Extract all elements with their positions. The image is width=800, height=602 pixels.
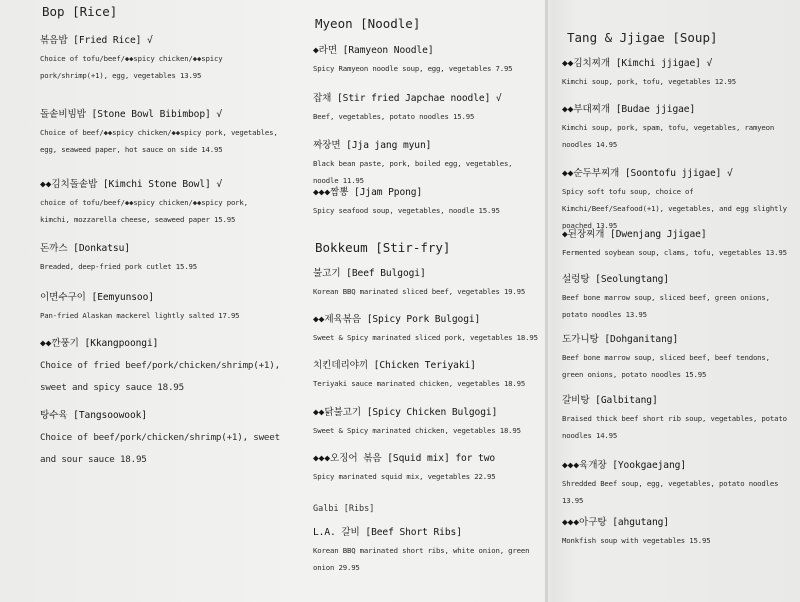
item-description: Spicy Ramyeon noodle soup, egg, vegetables 7.95 (313, 64, 513, 73)
menu-item-budae-jjigae (562, 101, 777, 153)
item-description: Beef bone marrow soup, sliced beef, beef tendons, green onions, potato noodles 15.95 (562, 353, 770, 379)
item-name: ◆된장찌개 [Dwenjang Jjigae] (562, 229, 707, 240)
item-name: ◆◆깐풍기 [Kkangpoongi] (40, 338, 159, 349)
menu-item-soontofu-jjigae (562, 165, 794, 234)
menu-item-squid-mix (313, 450, 541, 485)
menu-item-chicken-teriyaki (313, 357, 538, 392)
item-name: 탕수육 [Tangsoowook] (40, 410, 147, 421)
item-description: Beef, vegetables, potato noodles 15.95 (313, 112, 475, 121)
item-description: Kimchi soup, pork, tofu, vegetables 12.95 (562, 77, 736, 86)
item-name: L.A. 갈비 [Beef Short Ribs] (313, 527, 462, 538)
menu-item-kimchi-stone-bowl (40, 176, 278, 228)
menu-item-stone-bowl-bibimbop (40, 106, 278, 158)
menu-item-dwenjang-jjigae (562, 226, 794, 261)
item-name: ◆라면 [Ramyeon Noodle] (313, 45, 434, 56)
menu-item-tangsoowook (40, 407, 285, 471)
item-description: Teriyaki sauce marinated chicken, vegetables 18.95 (313, 379, 526, 388)
item-name: 볶음밥 [Fried Rice] √ (40, 35, 153, 46)
item-description: Braised thick beef short rib soup, vegetables, potato noodles 14.95 (562, 414, 787, 440)
item-description: Fermented soybean soup, clams, tofu, vegetables 13.95 (562, 248, 787, 257)
item-name: ◆◆순두부찌개 [Soontofu jjigae] √ (562, 168, 733, 179)
item-description: Choice of beef/pork/chicken/shrimp(+1), sweet and sour sauce 18.95 (40, 432, 280, 465)
item-name: 짜장면 [Jja jang myun] (313, 140, 432, 151)
item-name: 치킨데리야끼 [Chicken Teriyaki] (313, 360, 476, 371)
item-name: 돌솥비빔밥 [Stone Bowl Bibimbop] √ (40, 109, 223, 120)
item-description: Black bean paste, pork, boiled egg, vegetables, noodle 11.95 (313, 159, 513, 185)
menu-item-beef-bulgogi (313, 265, 538, 300)
item-description: Beef bone marrow soup, sliced beef, green onions, potato noodles 13.95 (562, 293, 770, 319)
item-name: ◆◆김치찌개 [Kimchi jjigae] √ (562, 58, 713, 69)
item-name: ◆◆◆오징어 볶음 [Squid mix] for two (313, 453, 496, 464)
item-name: ◆◆◆짬뽕 [Jjam Ppong] (313, 187, 423, 198)
item-name: ◆◆◆육개장 [Yookgaejang] (562, 460, 686, 471)
item-name: ◆◆부대찌개 [Budae jjigae] (562, 104, 696, 115)
menu-item-japchae (313, 90, 533, 125)
item-description: Sweet & Spicy marinated sliced pork, vegetables 18.95 (313, 333, 538, 342)
item-description: Korean BBQ marinated sliced beef, vegetables 19.95 (313, 287, 526, 296)
item-name: ◆◆제육볶음 [Spicy Pork Bulgogi] (313, 314, 481, 325)
menu-item-beef-short-ribs (313, 524, 535, 576)
menu-item-ramyeon (313, 42, 533, 77)
menu-item-donkatsu (40, 240, 280, 275)
menu-item-seolungtang (562, 271, 787, 323)
item-name: 돈까스 [Donkatsu] (40, 243, 130, 254)
item-name: 갈비탕 [Galbitang] (562, 395, 658, 406)
item-description: Breaded, deep-fried pork cutlet 15.95 (40, 262, 197, 271)
item-description: Choice of fried beef/pork/chicken/shrimp(+1), sweet and spicy sauce 18.95 (40, 360, 280, 393)
item-description: Choice of tofu/beef/◆◆spicy chicken/◆◆spicy pork/shrimp(+1), egg, vegetables 13.95 (40, 54, 223, 80)
page-fold (545, 0, 548, 602)
menu-item-jjam-ppong (313, 184, 538, 219)
section-heading-bokkeum: Bokkeum [Stir-fry] (315, 240, 451, 255)
item-description: Spicy seafood soup, vegetables, noodle 15.95 (313, 206, 500, 215)
menu-item-spicy-chicken-bulgogi (313, 404, 538, 439)
item-description: Pan-fried Alaskan mackerel lightly salted 17.95 (40, 311, 240, 320)
item-description: choice of tofu/beef/◆◆spicy chicken/◆◆spicy pork, kimchi, mozzarella cheese, seaweed paper 15.95 (40, 198, 248, 224)
item-description: Monkfish soup with vegetables 15.95 (562, 536, 711, 545)
item-description: Spicy marinated squid mix, vegetables 22.95 (313, 472, 496, 481)
menu-item-ahgutang (562, 514, 794, 549)
item-name: ◆◆◆아구탕 [ahgutang] (562, 517, 669, 528)
section-heading-myeon: Myeon [Noodle] (315, 16, 421, 31)
item-description: Choice of beef/◆◆spicy chicken/◆◆spicy pork, vegetables, egg, seaweed paper, hot sauce on side 14.95 (40, 128, 278, 154)
item-name: ◆◆닭불고기 [Spicy Chicken Bulgogi] (313, 407, 498, 418)
item-name: 이면수구이 [Eemyunsoo] (40, 292, 154, 303)
menu-item-kkangpoongi (40, 335, 285, 399)
item-name: 불고기 [Beef Bulgogi] (313, 268, 426, 279)
item-description: Shredded Beef soup, egg, vegetables, potato noodles 13.95 (562, 479, 779, 505)
item-name: 설렁탕 [Seolungtang] (562, 274, 669, 285)
menu-item-eemyunsoo (40, 289, 280, 324)
menu-item-yookgaejang (562, 457, 794, 509)
item-description: Kimchi soup, pork, spam, tofu, vegetables, ramyeon noodles 14.95 (562, 123, 775, 149)
menu-item-kimchi-jjigae (562, 55, 790, 90)
item-description: Korean BBQ marinated short ribs, white onion, green onion 29.95 (313, 546, 530, 572)
item-name: 잡채 [Stir fried Japchae noodle] √ (313, 93, 502, 104)
item-name: ◆◆김치돌솥밥 [Kimchi Stone Bowl] √ (40, 179, 223, 190)
item-description: Sweet & Spicy marinated chicken, vegetables 18.95 (313, 426, 521, 435)
menu-item-spicy-pork-bulgogi (313, 311, 538, 346)
section-heading-bop: Bop [Rice] (42, 4, 118, 19)
item-name: 도가니탕 [Dohganitang] (562, 334, 679, 345)
section-heading-tang-jjigae: Tang & Jjigae [Soup] (567, 30, 718, 45)
item-description: Spicy soft tofu soup, choice of Kimchi/Beef/Seafood(+1), vegetables, and egg slightly poached 13.95 (562, 187, 787, 230)
menu-item-galbitang (562, 392, 794, 444)
menu-item-dohganitang (562, 331, 787, 383)
menu-item-fried-rice (40, 32, 265, 84)
section-heading-galbi: Galbi [Ribs] (313, 504, 375, 514)
menu-item-jja-jang-myun (313, 137, 538, 189)
